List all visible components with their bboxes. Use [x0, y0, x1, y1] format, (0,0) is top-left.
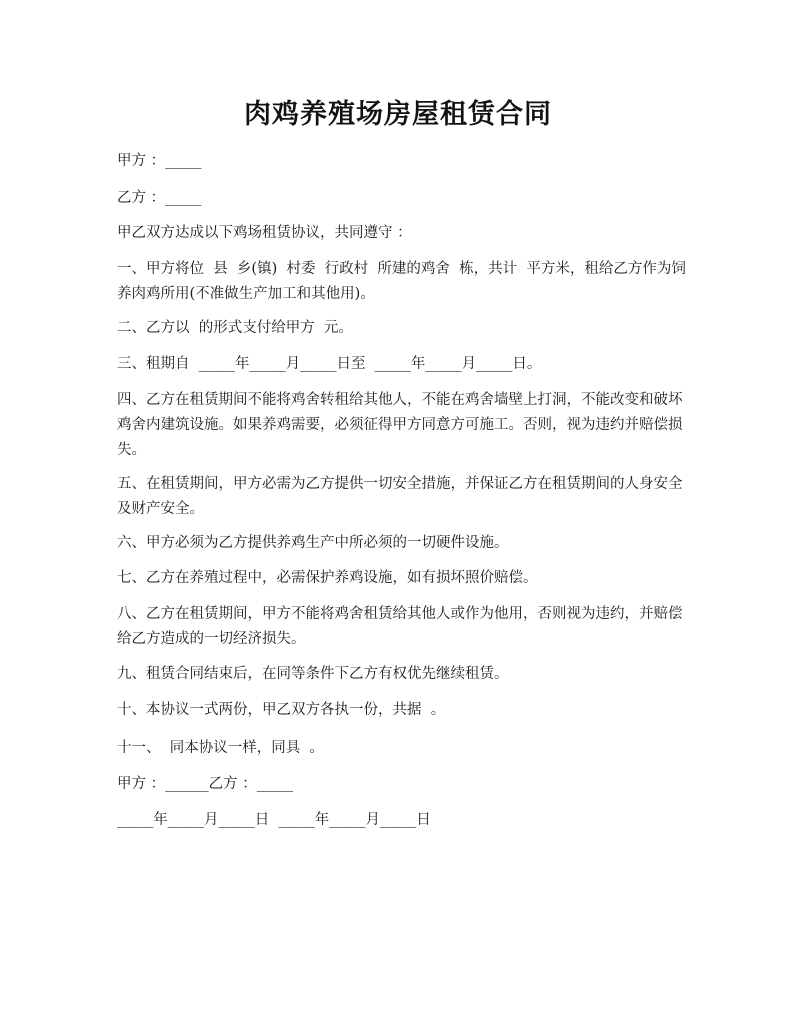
clause-1: 一、甲方将位 县 乡(镇) 村委 行政村 所建的鸡舍 栋，共计 平方米，租给乙方作为饲养肉鸡所用(不准做生产加工和其他用)。	[117, 261, 686, 302]
clause-11: 十一、 同本协议一样，同具 。	[117, 740, 324, 756]
clause-8: 八、乙方在租赁期间，甲方不能将鸡舍租赁给其他人或作为他用，否则视为违约，并赔偿给乙方造成的一切经济损失。	[117, 606, 683, 647]
party-a-line: 甲方 ：_____	[117, 153, 202, 169]
date-line: _____年_____月_____日 _____年_____月_____日	[117, 812, 431, 828]
clause-7: 七、乙方在养殖过程中，必需保护养鸡设施，如有损坏照价赔偿。	[117, 570, 538, 586]
clause-3: 三、租期自 _____年_____月_____日至 _____年_____月_____日。	[117, 356, 542, 372]
party-b-line: 乙方 ：_____	[117, 190, 202, 206]
clause-5: 五、在租赁期间，甲方必需为乙方提供一切安全措施，并保证乙方在租赁期间的人身安全及财产安全。	[117, 476, 683, 517]
agreement-intro: 甲乙双方达成以下鸡场租赁协议，共同遵守 ：	[117, 225, 412, 241]
clause-10: 十、本协议一式两份，甲乙双方各执一份，共据 。	[117, 702, 446, 718]
clause-6: 六、甲方必须为乙方提供养鸡生产中所必须的一切硬件设施。	[117, 535, 509, 551]
signature-line: 甲方 ：______乙方 ：_____	[117, 776, 293, 792]
clause-2: 二、乙方以 的形式支付给甲方 元。	[117, 320, 353, 336]
document-title: 肉鸡养殖场房屋租赁合同	[244, 99, 552, 130]
clause-9: 九、租赁合同结束后，在同等条件下乙方有权优先继续租赁。	[117, 666, 509, 682]
clause-4: 四、乙方在租赁期间不能将鸡舍转租给其他人，不能在鸡舍墙壁上打洞，不能改变和破坏鸡舍内建筑设施。如果养鸡需要，必须征得甲方同意方可施工。否则，视为违约并赔偿损失。	[117, 392, 683, 458]
